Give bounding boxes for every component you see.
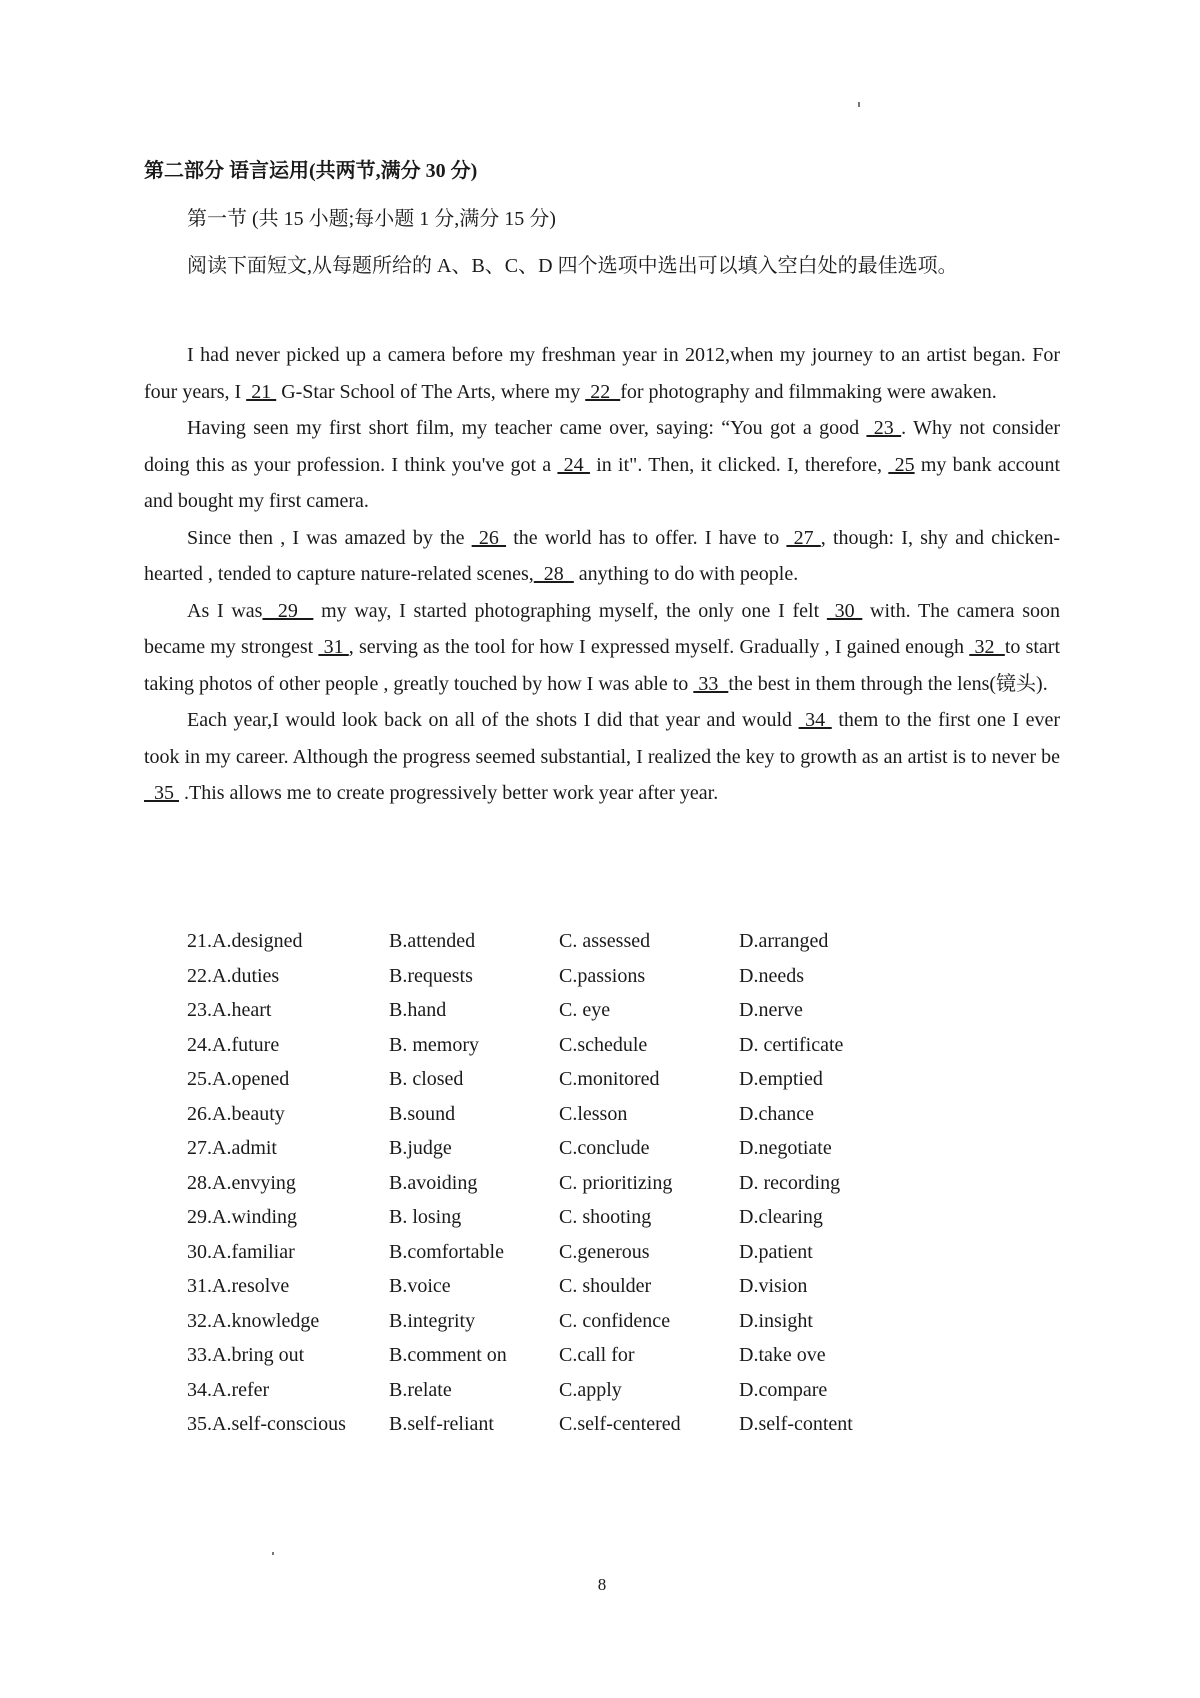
answer-options — [187, 930, 967, 1448]
option-b: B.hand — [389, 999, 447, 1021]
answer-blank: 23 — [866, 417, 902, 439]
option-d: D.needs — [739, 964, 804, 987]
passage-paragraph — [144, 410, 1060, 520]
passage-paragraph — [144, 702, 1060, 812]
option-a: 32.A.knowledge — [187, 1309, 320, 1332]
answer-blank: 22 — [585, 380, 621, 403]
option-c: C. eye — [559, 999, 611, 1021]
answer-blank: 26 — [471, 526, 507, 549]
option-a: 28.A.envying — [187, 1171, 296, 1194]
option-b: B.judge — [389, 1137, 452, 1159]
passage-text: I had never picked up a camera before my freshman year in 2012,when my journey to an artist began. For four years, I — [144, 344, 1060, 403]
option-b: B.comment on — [389, 1344, 507, 1366]
option-c: C.passions — [559, 964, 646, 987]
answer-blank: 21 — [246, 380, 277, 403]
option-a: 23.A.heart — [187, 999, 272, 1021]
option-b: B.requests — [389, 964, 473, 987]
option-a: 22.A.duties — [187, 964, 280, 987]
option-c: C.call for — [559, 1344, 635, 1366]
option-b: B.voice — [389, 1275, 451, 1297]
passage-text: the world has to offer. I have to — [506, 526, 787, 549]
option-b: B. memory — [389, 1033, 479, 1056]
option-row — [187, 1172, 967, 1207]
option-c: C. shoulder — [559, 1275, 652, 1297]
option-row — [187, 1137, 967, 1172]
option-d: D.compare — [739, 1378, 828, 1401]
option-d: D.emptied — [739, 1068, 823, 1090]
option-c: C. prioritizing — [559, 1171, 673, 1194]
scan-mark — [858, 102, 860, 107]
option-a: 30.A.familiar — [187, 1240, 295, 1263]
option-b: B.avoiding — [389, 1171, 478, 1194]
option-d: D.take ove — [739, 1344, 826, 1366]
option-b: B.relate — [389, 1378, 452, 1401]
option-c: C.generous — [559, 1240, 650, 1263]
passage-text: , though: I, shy and chicken-hearted , tended to capture nature-related scenes, — [144, 526, 1061, 585]
option-a: 29.A.winding — [187, 1206, 297, 1228]
option-c: C.self-centered — [559, 1413, 681, 1435]
option-a: 33.A.bring out — [187, 1344, 305, 1366]
option-d: D. recording — [739, 1171, 841, 1194]
passage-text: G-Star School of The Arts, where my — [276, 380, 586, 403]
option-row — [187, 999, 967, 1034]
passage-text: Each year,I would look back on all of the shots I did that year and would — [187, 709, 799, 731]
option-d: D.self-content — [739, 1413, 853, 1435]
passage-paragraph — [144, 337, 1060, 410]
passage-text: As I was — [187, 599, 263, 622]
option-c: C.conclude — [559, 1137, 650, 1159]
cloze-passage — [144, 337, 1060, 812]
passage-text: them to the first one I ever took in my career. Although the progress seemed substantial, I realized the key to growth as an artist is to never be — [144, 709, 1060, 768]
passage-text: in it". Then, it clicked. I, therefore, — [589, 453, 889, 476]
option-a: 21.A.designed — [187, 930, 303, 952]
passage-text: to start taking photos of other people , greatly touched by how I was able to — [144, 636, 1061, 695]
option-row — [187, 965, 967, 1000]
option-b: B.self-reliant — [389, 1413, 494, 1435]
passage-paragraph — [144, 520, 1060, 593]
passage-text: the best in them through the lens(镜头). — [728, 672, 1048, 695]
option-b: B. closed — [389, 1068, 464, 1090]
option-a: 24.A.future — [187, 1033, 280, 1056]
option-d: D.patient — [739, 1240, 813, 1263]
option-row — [187, 1206, 967, 1241]
option-c: C.monitored — [559, 1068, 660, 1090]
part-title: 第二部分 语言运用(共两节,满分 30 分) — [144, 160, 478, 182]
option-row — [187, 1241, 967, 1276]
passage-text: with. The camera soon became my strongest — [144, 599, 1061, 658]
answer-blank: 27 — [786, 526, 821, 549]
page-number: 8 — [597, 1575, 607, 1594]
passage-text: my bank account and bought my first camera. — [144, 453, 1061, 512]
passage-text: .This allows me to create progressively better work year after year. — [179, 782, 719, 804]
option-c: C. shooting — [559, 1206, 652, 1228]
option-a: 31.A.resolve — [187, 1275, 290, 1297]
option-c: C.lesson — [559, 1102, 628, 1125]
option-c: C.apply — [559, 1378, 622, 1401]
option-row — [187, 1413, 967, 1448]
passage-text: for photography and filmmaking were awaken. — [620, 380, 997, 403]
passage-text: Having seen my first short film, my teacher came over, saying: “You got a good — [187, 417, 867, 439]
option-c: C. confidence — [559, 1309, 671, 1332]
option-d: D.nerve — [739, 999, 803, 1021]
section-title: 第一节 (共 15 小题;每小题 1 分,满分 15 分) — [187, 208, 556, 230]
option-d: D.clearing — [739, 1206, 823, 1228]
option-a: 35.A.self-conscious — [187, 1413, 346, 1435]
passage-text: Since then , I was amazed by the — [187, 526, 472, 549]
option-d: D.chance — [739, 1102, 814, 1125]
answer-blank: 24 — [557, 453, 590, 476]
option-d: D. certificate — [739, 1033, 844, 1056]
option-b: B.sound — [389, 1102, 456, 1125]
option-row — [187, 1379, 967, 1414]
answer-blank: 30 — [826, 599, 863, 622]
answer-blank: 34 — [798, 709, 832, 731]
option-c: C. assessed — [559, 930, 651, 952]
answer-blank: 29 — [262, 599, 314, 622]
option-b: B.integrity — [389, 1309, 476, 1332]
option-row — [187, 1344, 967, 1379]
answer-blank: 33 — [693, 672, 729, 695]
answer-blank: 31 — [318, 636, 349, 658]
option-d: D.insight — [739, 1309, 813, 1332]
option-b: B. losing — [389, 1206, 462, 1228]
passage-text: my way, I started photographing myself, the only one I felt — [313, 599, 827, 622]
option-row — [187, 1275, 967, 1310]
option-row — [187, 1103, 967, 1138]
option-b: B.attended — [389, 930, 476, 952]
passage-text: . Why not consider doing this as your profession. I think you've got a — [144, 417, 1061, 476]
option-a: 34.A.refer — [187, 1378, 270, 1401]
option-d: D.negotiate — [739, 1137, 832, 1159]
option-a: 25.A.opened — [187, 1068, 290, 1090]
scan-mark — [272, 1552, 274, 1555]
answer-blank: 28 — [533, 563, 574, 585]
answer-blank: 25 — [888, 453, 915, 476]
option-row — [187, 1034, 967, 1069]
passage-paragraph — [144, 593, 1060, 703]
option-c: C.schedule — [559, 1033, 648, 1056]
answer-blank: 32 — [969, 636, 1005, 658]
option-row — [187, 930, 967, 965]
option-row — [187, 1068, 967, 1103]
instructions: 阅读下面短文,从每题所给的 A、B、C、D 四个选项中选出可以填入空白处的最佳选项。 — [187, 255, 958, 277]
passage-text: anything to do with people. — [573, 563, 799, 585]
passage-text: , serving as the tool for how I expressed myself. Gradually , I gained enough — [348, 636, 970, 658]
option-a: 26.A.beauty — [187, 1102, 285, 1125]
option-d: D.vision — [739, 1275, 808, 1297]
option-b: B.comfortable — [389, 1240, 504, 1263]
option-a: 27.A.admit — [187, 1137, 277, 1159]
option-d: D.arranged — [739, 930, 829, 952]
option-row — [187, 1310, 967, 1345]
answer-blank: 35 — [144, 782, 179, 804]
